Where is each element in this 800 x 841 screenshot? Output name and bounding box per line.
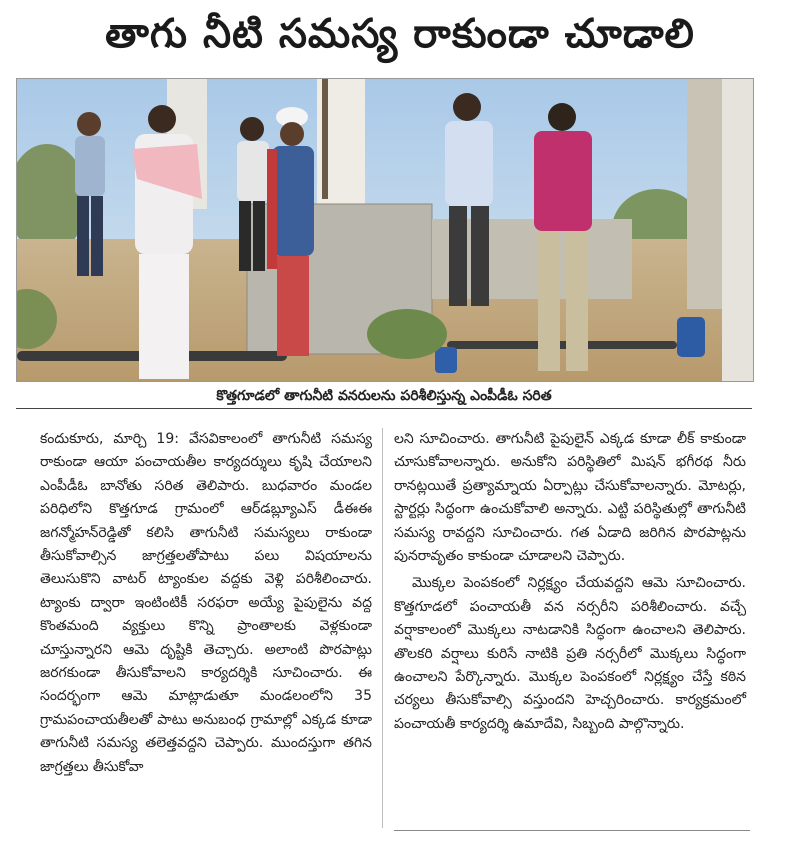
photo-illustration (17, 79, 753, 381)
headline: తాగు నీటి సమస్య రాకుండా చూడాలి (105, 11, 695, 57)
article-paragraph: కందుకూరు, మార్చి 19: వేసవికాలంలో తాగునీటి సమస్య రాకుండా ఆయా పంచాయతీల కార్యదర్శులు కృషి చేయాలని ఎంపీడీఓ బానోతు సరిత తెలిపారు. బుధవారం మండల పరిధిలోని కొత్తగూడ గ్రామంలో ఆర్‌డబ్ల్యూఎస్ డీఈఈ జగన్మోహన్‌రెడ్డితో కలిసి తాగునీటి సమస్యలు రాకుండా తీసుకోవాల్సిన జాగ్రత్తలతోపాటు పలు విషయాలను తెలుసుకొని వాటర్ ట్యాంకుల వద్దకు వెళ్లి పరిశీలించారు. ట్యాంకు ద్వారా ఇంటింటికీ సరఫరా అయ్యే పైపులైను వద్ద కొంతమంది వ్యక్తులు కొన్ని ప్రాంతాలకు వెళ్లకుండా చూస్తున్నారని ఆమె దృష్టికి తెచ్చారు. అలాంటి పొరపాట్లు జరగకుండా తీసుకోవాలని కార్యదర్శికి సూచించారు. ఈ సందర్భంగా ఆమె మాట్లాడుతూ మండలంలోని 35 గ్రామపంచాయతీలతో పాటు అనుబంధ గ్రామాల్లో ఎక్కడ కూడా తాగునీటి సమస్య తలెత్తవద్దని చెప్పారు. ముందస్తుగా తగిన జాగ్రత్తలు తీసుకోవా (40, 431, 372, 775)
article-paragraph: మొక్కల పెంపకంలో నిర్లక్ష్యం చేయవద్దని ఆమె సూచించారు. కొత్తగూడలో పంచాయతీ వన నర్సరీని పరిశీలించారు. వచ్చే వర్షాకాలంలో మొక్కలు నాటడానికి సిద్ధంగా ఉంచాలని తెలిపారు. తొలకరి వర్షాలు కురిసే నాటికి ప్రతి నర్సరీలో మొక్కలు సిద్ధంగా ఉంచాలని పేర్కొన్నారు. మొక్కల పెంపకంలో నిర్లక్ష్యం చేస్తే కఠిన చర్యలు తీసుకోవాల్సి వస్తుందని హెచ్చరించారు. కార్యక్రమంలో పంచాయతీ కార్యదర్శి ఉమాదేవి, సిబ్బంది పాల్గొన్నారు. (394, 575, 746, 732)
photo-caption: కొత్తగూడలో తాగునీటి వనరులను పరిశీలిస్తున్న ఎంపీడీఓ సరిత (16, 384, 752, 409)
article-paragraph: లని సూచించారు. తాగునీటి పైపులైన్ ఎక్కడ కూడా లీక్ కాకుండా చూసుకోవాలన్నారు. అనుకోని పరిస్థితిలో మిషన్ భగీరథ నీరు రానట్లయితే ప్రత్యామ్నాయ ఏర్పాట్లు చేసుకోవాలన్నారు. మోటర్లు, స్టార్టర్లు సిద్ధంగా ఉంచుకోవాలి అన్నారు. ఎట్టి పరిస్థితుల్లో తాగునీటి సమస్య రావద్దని సూచించారు. గత ఏడాది జరిగిన పొరపాట్లను పునరావృతం కాకుండా చూడాలని చెప్పారు. (394, 431, 746, 565)
article-left-column (40, 428, 372, 779)
column-divider (382, 428, 383, 828)
article-end-rule (394, 830, 750, 831)
news-photo (16, 78, 754, 382)
article-right-column (394, 428, 746, 736)
